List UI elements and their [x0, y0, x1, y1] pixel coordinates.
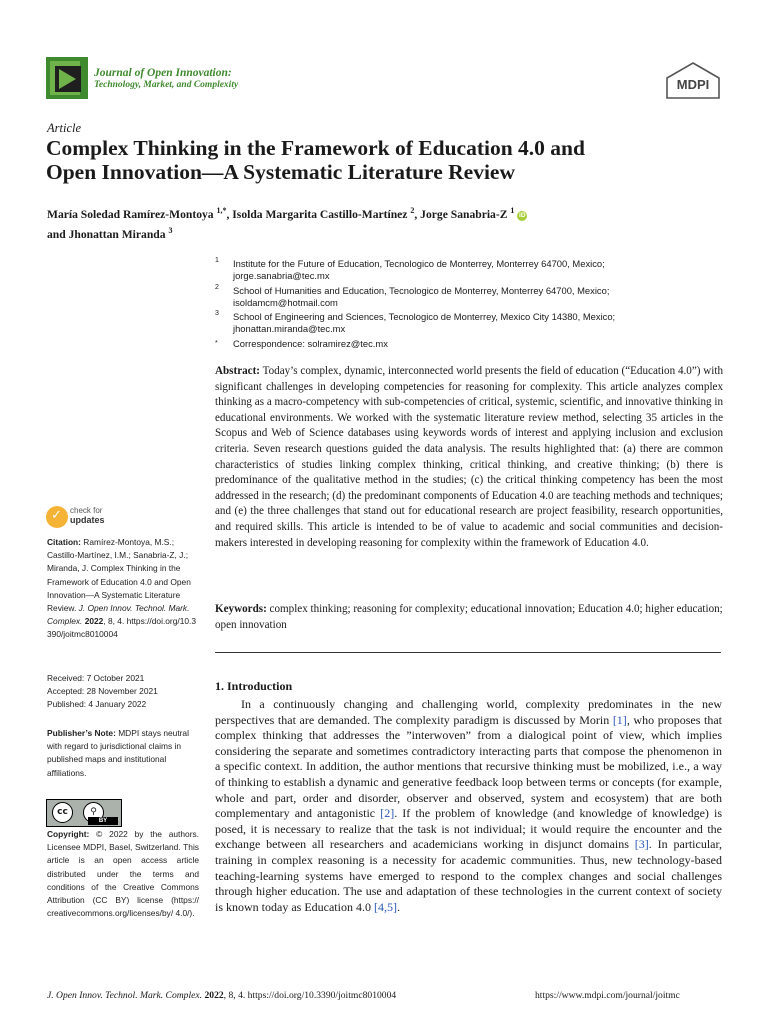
author-name: and Jhonattan Miranda: [47, 227, 166, 241]
keywords-text: complex thinking; reasoning for complexity; educational innovation; Education 4.0; higher education; open innovation: [215, 603, 723, 631]
citation-block: [47, 536, 199, 642]
abstract-label: Abstract:: [215, 365, 260, 377]
affiliation-3: [215, 311, 685, 335]
affiliation-text: Institute for the Future of Education, Tecnologico de Monterrey, Monterrey 64700, Mexico;: [233, 258, 605, 269]
section-heading-introduction: 1. Introduction: [215, 679, 293, 693]
orcid-icon[interactable]: iD: [519, 211, 526, 219]
article-type-label: Article: [47, 121, 82, 135]
author-affiliation-sup: 3: [168, 225, 173, 235]
citation-doi-link[interactable]: https://doi.org/10.3390/joitmc8010004: [47, 616, 196, 640]
check-updates-text-1: check for: [70, 506, 103, 515]
footer-year: 2022: [204, 990, 224, 1001]
paragraph-text: . If the problem of knowledge (and knowledge of knowledge) is posed, it is necessary to realize that the task is not individual; it would require the encounter and the exchange between all researchers and academicians working in disjunct domains: [215, 806, 722, 852]
introduction-paragraph: [215, 697, 722, 915]
copyright-text: © 2022 by the authors. Licensee MDPI, Basel, Switzerland. This article is an open access article distributed under the terms and conditions of the Creative Commons Attribution (CC BY) license (https:// creativecommons.org/licenses/by/ 4.0/).: [47, 829, 200, 919]
author-affiliation-sup: 1: [510, 206, 515, 215]
citation-link[interactable]: [1]: [612, 712, 627, 727]
journal-play-logo-icon: [46, 57, 88, 99]
publisher-note-text: MDPI stays neutral with regard to jurisdictional claims in published maps and institutional affiliations.: [47, 728, 189, 778]
citation-volume: , 8, 4.: [103, 616, 125, 627]
citation-link[interactable]: [4,5]: [373, 899, 397, 914]
footer-journal-url[interactable]: https://www.mdpi.com/journal/joitmc: [535, 990, 680, 1001]
author-name: Jorge Sanabria-Z: [420, 207, 508, 221]
affiliation-1: [215, 258, 685, 282]
author-name: Isolda Margarita Castillo-Martínez: [232, 207, 408, 221]
section-divider: [215, 652, 721, 653]
author-name: María Soledad Ramírez-Montoya: [47, 207, 214, 221]
cc-by-license-badge[interactable]: [46, 799, 122, 827]
copyright-label: Copyright:: [47, 829, 90, 839]
affiliation-number: 3: [215, 310, 219, 317]
check-updates-icon: ✓: [46, 506, 68, 528]
correspondence-marker: *: [215, 340, 218, 347]
keywords-label: Keywords:: [215, 603, 267, 615]
affiliation-email[interactable]: jhonattan.miranda@tec.mx: [233, 323, 346, 335]
affiliation-email[interactable]: isoldamcm@hotmail.com: [233, 297, 338, 309]
affiliation-email[interactable]: jorge.sanabria@tec.mx: [233, 270, 330, 282]
keywords: [215, 601, 723, 633]
correspondence: [215, 338, 685, 351]
article-title: [46, 136, 726, 184]
footer-journal: J. Open Innov. Technol. Mark. Complex.: [47, 990, 203, 1001]
creative-commons-icon: cc: [52, 802, 73, 823]
abstract-text: Today’s complex, dynamic, interconnected world presents the field of education (“Education 4.0”) with significant challenges in developing competencies for reasoning for complexity. This article analyzes complex thinking as a macro-competency with sub-competencies of critical, systemic, scientific, and innovative thinking in educational environments. We worked with the systematic literature review method, selecting 35 articles in the Scopus and Web of Science databases using keywords words of interest and applying inclusion and exclusion criteria. Seven research questions guided the data analysis. The results highlighted that: (a) there are common characteristics of studies linking complex thinking, critical thinking, and creative thinking; (b) there is predominance of the qualitative method in the studies; (c) the critical thinking competency has been the most addressed in the research; (d) the predominant components of Education 4.0 are teaching methods and techniques; and (e) the three challenges that stand out for educational research are project feasibility, research opportunities, and required skills. This article is intended to be of value to academic and social communities and decision-makers interested in developing reasoning for complexity within the framework of Education 4.0.: [215, 365, 723, 549]
affiliation-2: [215, 285, 685, 309]
author-affiliation-sup: 1,*: [216, 206, 227, 215]
attribution-person-icon: ⚲: [83, 802, 104, 823]
publisher-note-label: Publisher’s Note:: [47, 728, 116, 738]
mdpi-logo-icon: [664, 62, 722, 100]
mdpi-logo-text: MDPI: [676, 77, 710, 92]
check-for-updates-button[interactable]: [46, 506, 126, 530]
abstract: [215, 364, 723, 551]
title-line-2: Open Innovation—A Systematic Literature Review: [46, 160, 515, 184]
received-date: Received: 7 October 2021: [47, 673, 145, 683]
accepted-date: Accepted: 28 November 2021: [47, 686, 158, 697]
paragraph-text: .: [396, 899, 400, 914]
citation-year: 2022: [84, 616, 104, 627]
correspondence-text[interactable]: Correspondence: solramirez@tec.mx: [233, 338, 388, 349]
paragraph-text: . In particular, training in complex reasoning is a necessity for academic communities. Thus, new technology-based teaching-learning systems have emerged to respond to the complex changes and social challenges through higher education. The use and adaptation of these technologies in the current context of society is known today as Education 4.0: [215, 837, 722, 914]
citation-text: Ramírez-Montoya, M.S.; Castillo-Martínez, I.M.; Sanabria-Z, J.; Miranda, J. Complex Thinking in the Framework of Education 4.0 and Open Innovation—A Systematic Literature Review.: [47, 537, 191, 614]
affiliation-text: School of Humanities and Education, Tecnologico de Monterrey, Monterrey 64700, Mexico;: [233, 285, 610, 296]
citation-link[interactable]: [3]: [634, 837, 649, 852]
paragraph-text: , who proposes that complex thinking that addresses the ”interwoven” from a dialogical point of view, which implies considering the separate and sometimes contradictory interacting parts that compose the phenomenon in a specific context. In addition, the author mentions that recursive thinking must be mobilized, i.e., a way of thinking to establish a dynamic and generative feedback loop between terms or concepts (for example, whole and part, order and disorder, observer and observed, system and ecosystem) that are both complementary and antagonistic: [215, 712, 722, 821]
title-line-1: Complex Thinking in the Framework of Education 4.0 and: [46, 136, 585, 160]
paragraph-text: In a continuously changing and challenging world, complexity predominates in the new perspectives that are demanded. The complexity paradigm is discussed by Morin: [215, 697, 722, 727]
affiliation-number: 2: [215, 284, 219, 291]
affiliation-number: 1: [215, 257, 219, 264]
published-date: Published: 4 January 2022: [47, 699, 147, 710]
copyright-block: [47, 828, 199, 920]
publication-dates: [47, 672, 199, 712]
citation-label: Citation:: [47, 537, 81, 547]
check-updates-text-2: updates: [70, 515, 105, 525]
footer-citation: [47, 990, 396, 1001]
citation-link[interactable]: [2]: [380, 806, 395, 821]
author-affiliation-sup: 2: [410, 206, 415, 215]
footer-doi[interactable]: , 8, 4. https://doi.org/10.3390/joitmc8010004: [223, 990, 397, 1001]
citation-journal: J. Open Innov. Technol. Mark. Complex.: [47, 603, 190, 627]
journal-name: Journal of Open Innovation:: [94, 67, 232, 79]
journal-subtitle: Technology, Market, and Complexity: [94, 80, 239, 90]
publisher-note: [47, 727, 199, 780]
affiliation-text: School of Engineering and Sciences, Tecnologico de Monterrey, Mexico City 14380, Mexico;: [233, 311, 616, 322]
cc-by-label: BY: [88, 817, 118, 825]
author-list: María Soledad Ramírez-Montoya $^{1,*}$, Isolda Margarita Castillo-Martínez $^2$, Jorge Sanabria-Z $^1$ iD and Jhonattan Miranda $^3$: [47, 206, 526, 241]
